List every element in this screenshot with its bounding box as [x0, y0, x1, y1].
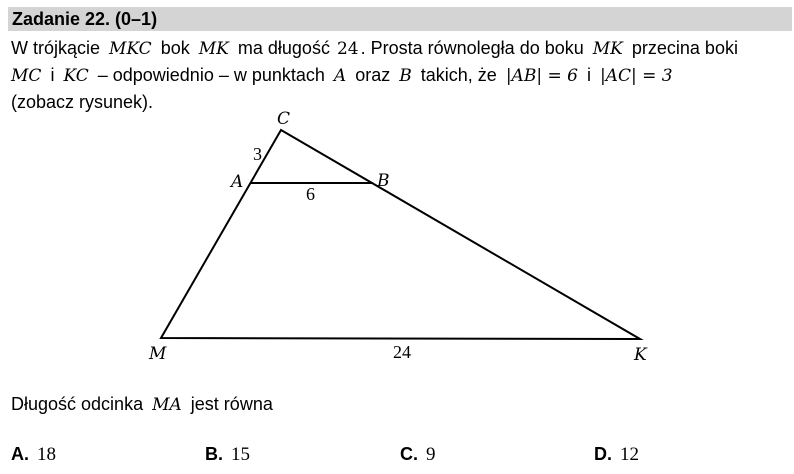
math-triangle: MKC [109, 39, 152, 59]
answer-value: 9 [426, 444, 436, 465]
task-title: Zadanie 22. (0–1) [12, 9, 158, 29]
triangle-mkc [161, 130, 640, 339]
vertex-label-a: A [231, 172, 244, 192]
statement-text: i [586, 65, 591, 85]
math-side: MK [198, 39, 229, 59]
answer-letter: B. [205, 444, 223, 464]
vertex-label-c: C [277, 109, 291, 129]
answer-letter: A. [11, 444, 29, 464]
math-point: A [333, 66, 347, 86]
vertex-label-k: K [634, 345, 647, 365]
answer-option-a[interactable] [11, 442, 56, 467]
statement-text: (zobacz rysunek). [11, 92, 154, 112]
answer-option-d[interactable] [594, 442, 639, 467]
statement-text: W trójkącie [11, 38, 101, 58]
math-side: KC [63, 66, 89, 86]
math-length: 24 [336, 39, 359, 59]
statement-text: i [50, 65, 55, 85]
vertex-label-b: B [377, 171, 390, 191]
length-label-mk: 24 [393, 342, 411, 362]
math-condition: |AB| = 6 [505, 66, 578, 86]
math-segment: MA [152, 395, 182, 415]
statement-text: – odpowiednio – w punktach [97, 65, 325, 85]
answer-value: 18 [37, 444, 56, 465]
length-label-ab: 6 [306, 184, 315, 204]
answer-option-b[interactable] [205, 442, 250, 467]
statement-text: bok [160, 38, 190, 58]
math-point: B [399, 66, 412, 86]
statement-text: takich, że [420, 65, 497, 85]
math-condition: |AC| = 3 [599, 66, 673, 86]
vertex-label-m: M [149, 344, 167, 364]
question-text [11, 392, 273, 417]
question-part: jest równa [190, 394, 273, 414]
math-side: MC [11, 66, 42, 86]
answer-value: 15 [231, 444, 250, 465]
statement-text: ma długość [237, 38, 330, 58]
answer-letter: D. [594, 444, 612, 464]
math-side: MK [592, 39, 623, 59]
answer-letter: C. [400, 444, 418, 464]
answer-value: 12 [620, 444, 639, 465]
answer-option-c[interactable] [400, 442, 436, 467]
question-part: Długość odcinka [11, 394, 144, 414]
statement-text: oraz [355, 65, 391, 85]
length-label-ac: 3 [253, 144, 262, 164]
statement-text: przecina boki [631, 38, 738, 58]
statement-text: . Prosta równoległa do boku [360, 38, 584, 58]
